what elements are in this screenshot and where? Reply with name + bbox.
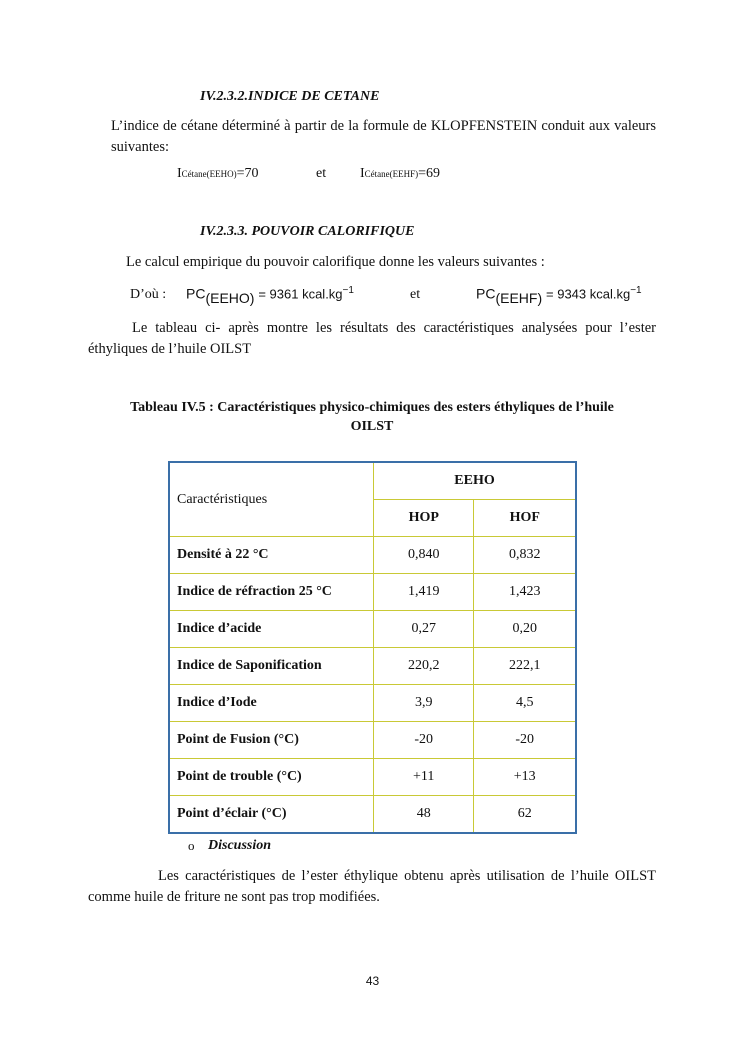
pc-subscript-eehf: (EEHF) <box>495 289 543 306</box>
col-header-characteristics: Caractéristiques <box>169 462 374 537</box>
cell-hop: +11 <box>374 759 474 796</box>
cetane-and: et <box>316 166 327 181</box>
cell-hop: 0,27 <box>374 611 474 648</box>
table-header-row <box>169 462 576 500</box>
table-row <box>169 648 576 685</box>
pc-eeho-formula <box>186 285 354 306</box>
cetane-i-prefix: I <box>360 166 365 181</box>
pc-value-eeho: = 9361 kcal.kg <box>258 286 343 302</box>
cetane-value-eeho: =70 <box>236 166 259 181</box>
characteristics-table <box>168 461 577 834</box>
cetane-subscript-eehf: Cétane(EEHF) <box>364 169 419 179</box>
table-row <box>169 611 576 648</box>
cell-hop: -20 <box>374 722 474 759</box>
cell-hof: 0,20 <box>474 611 576 648</box>
cetane-value-eehf: =69 <box>418 166 441 181</box>
pc-value-eehf: = 9343 kcal.kg <box>546 286 631 302</box>
row-label: Densité à 22 °C <box>169 537 374 574</box>
cell-hof: 0,832 <box>474 537 576 574</box>
row-label: Point de Fusion (°C) <box>169 722 374 759</box>
cetane-index-eeho <box>177 166 259 182</box>
row-label: Indice d’acide <box>169 611 374 648</box>
table-row <box>169 537 576 574</box>
discussion-paragraph: Les caractéristiques de l’ester éthylique obtenu après utilisation de l’huile OILST comme huile de friture ne sont pas trop modifiées. <box>88 868 656 905</box>
cetane-paragraph: L’indice de cétane déterminé à partir de la formule de KLOPFENSTEIN conduit aux valeurs suivantes: <box>111 118 656 155</box>
pc-prefix: PC <box>476 285 496 302</box>
pc-subscript-eeho: (EEHO) <box>205 289 255 306</box>
pc-prefix: PC <box>186 285 206 302</box>
discussion-bullet: o <box>188 838 195 853</box>
pc-eehf-formula <box>476 285 642 306</box>
cell-hop: 0,840 <box>374 537 474 574</box>
pouvoir-paragraph: Le calcul empirique du pouvoir calorifique donne les valeurs suivantes : <box>126 254 545 270</box>
cetane-index-eehf <box>360 166 440 182</box>
table-row <box>169 722 576 759</box>
pc-and: et <box>410 287 421 302</box>
cetane-subscript-eeho: Cétane(EEHO) <box>181 169 237 179</box>
row-label: Indice de Saponification <box>169 648 374 685</box>
table-row <box>169 685 576 722</box>
pc-exponent-eehf: −1 <box>630 285 642 296</box>
cell-hof: 62 <box>474 796 576 834</box>
dou-label: D’où : <box>130 287 167 302</box>
row-label: Point de trouble (°C) <box>169 759 374 796</box>
col-header-hop: HOP <box>374 500 474 537</box>
cell-hof: +13 <box>474 759 576 796</box>
cell-hof: 1,423 <box>474 574 576 611</box>
col-header-hof: HOF <box>474 500 576 537</box>
cell-hof: 222,1 <box>474 648 576 685</box>
section-heading-pouvoir-calorifique: IV.2.3.3. POUVOIR CALORIFIQUE <box>200 224 415 239</box>
page-number: 43 <box>365 974 380 988</box>
cell-hop: 1,419 <box>374 574 474 611</box>
pc-exponent-eeho: −1 <box>342 285 354 296</box>
cetane-i-prefix: I <box>177 166 182 181</box>
cell-hop: 220,2 <box>374 648 474 685</box>
cell-hop: 3,9 <box>374 685 474 722</box>
table-caption-line1: Tableau IV.5 : Caractéristiques physico-chimiques des esters éthyliques de l’huile <box>130 400 614 415</box>
table-row <box>169 796 576 834</box>
cell-hop: 48 <box>374 796 474 834</box>
cell-hof: 4,5 <box>474 685 576 722</box>
group-header-eeho: EEHO <box>374 462 577 500</box>
table-row <box>169 759 576 796</box>
section-heading-cetane: IV.2.3.2.INDICE DE CETANE <box>200 89 380 104</box>
discussion-heading: Discussion <box>208 838 272 853</box>
table-caption <box>88 398 656 436</box>
table-row <box>169 574 576 611</box>
row-label: Indice d’Iode <box>169 685 374 722</box>
cell-hof: -20 <box>474 722 576 759</box>
table-intro-paragraph: Le tableau ci- après montre les résultats des caractéristiques analysées pour l’ester éthyliques de l’huile OILST <box>88 320 656 357</box>
table-caption-line2: OILST <box>350 419 394 434</box>
row-label: Point d’éclair (°C) <box>169 796 374 834</box>
row-label: Indice de réfraction 25 °C <box>169 574 374 611</box>
